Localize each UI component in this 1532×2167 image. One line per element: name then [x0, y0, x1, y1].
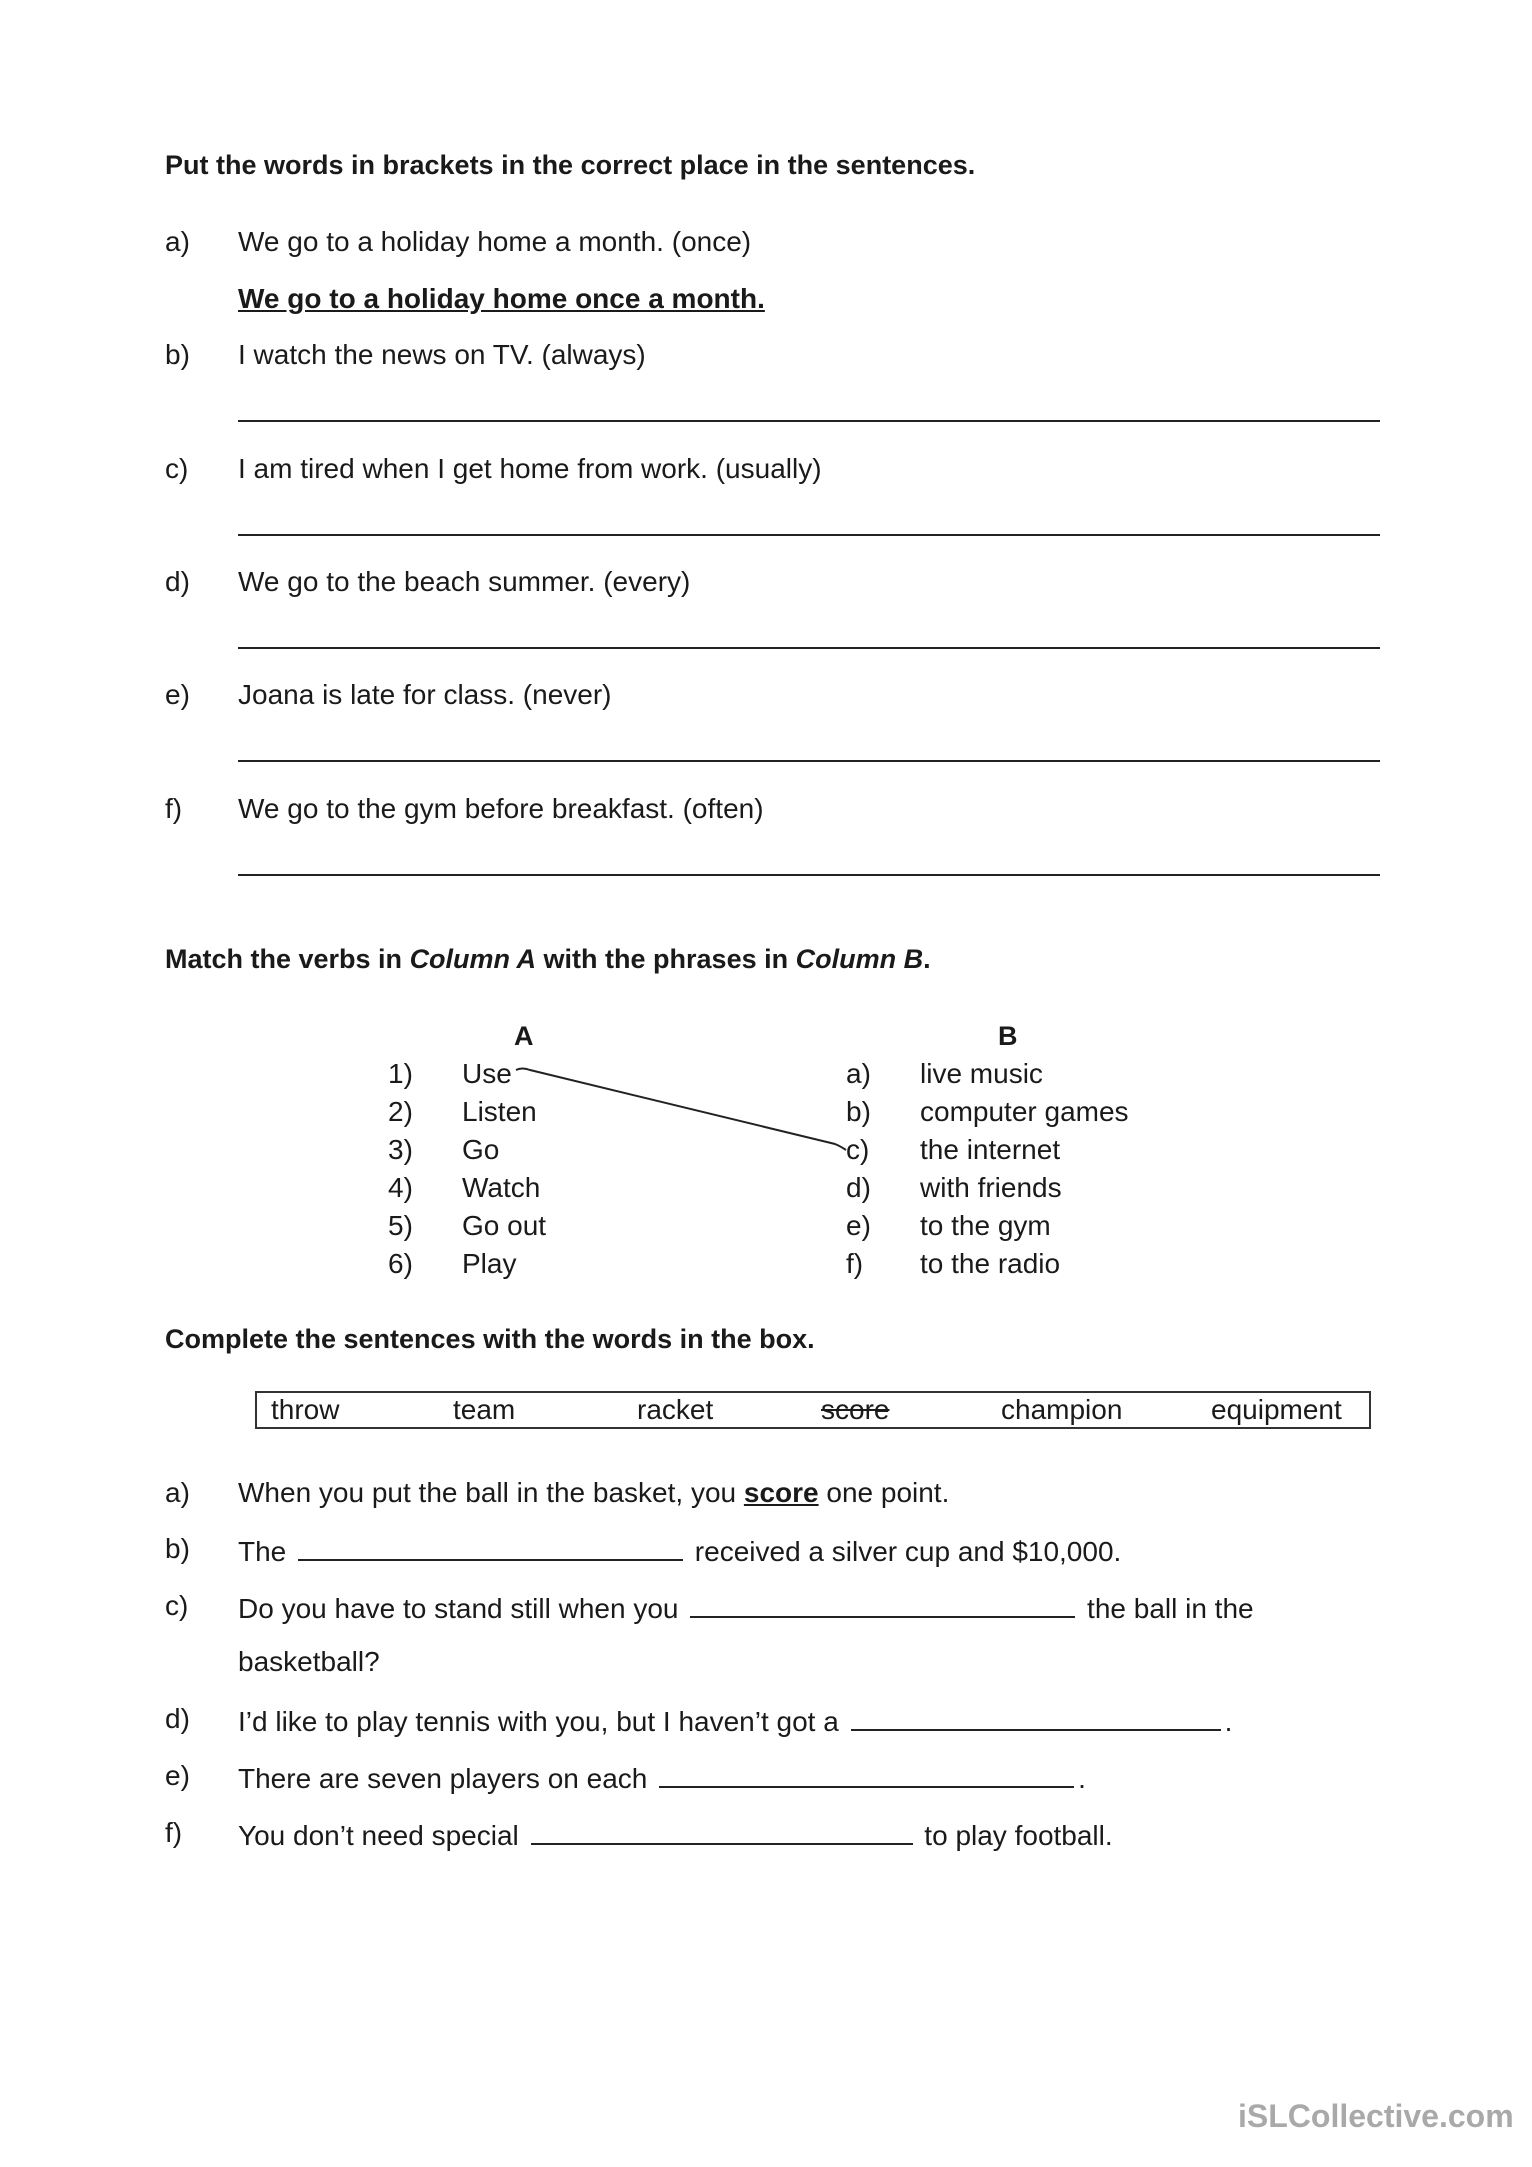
ex3-item-c-pre: Do you have to stand still when you: [238, 1593, 687, 1624]
ex1-item-a-letter: a): [165, 226, 190, 257]
col-a-item-1: Use: [462, 1058, 512, 1089]
ex3-item-c-text: [238, 1590, 1254, 1625]
ex3-item-b-post: received a silver cup and $10,000.: [687, 1536, 1122, 1567]
ex3-item-c-letter: c): [165, 1590, 189, 1621]
ex3-item-e-text: [238, 1760, 1086, 1795]
col-a-item-6: Play: [462, 1248, 517, 1279]
col-b-item-d: with friends: [920, 1172, 1062, 1203]
ex3-item-d-pre: I’d like to play tennis with you, but I haven’t got a: [238, 1706, 847, 1737]
ex3-item-e-post: .: [1078, 1763, 1086, 1794]
ex3-item-e-blank[interactable]: [659, 1760, 1074, 1788]
ex3-item-f-pre: You don’t need special: [238, 1820, 527, 1851]
ex2-instruction-col-b: Column B: [795, 944, 924, 974]
box-word-champion: champion: [1001, 1394, 1123, 1425]
ex3-item-d-blank[interactable]: [851, 1703, 1221, 1731]
ex1-item-f-letter: f): [165, 793, 183, 824]
ex3-item-c-blank[interactable]: [690, 1590, 1075, 1618]
col-b-item-f: to the radio: [920, 1248, 1061, 1279]
col-a-item-2: Listen: [462, 1096, 537, 1127]
match-line-use-internet: [516, 1069, 846, 1151]
box-word-throw: throw: [271, 1394, 340, 1425]
ex1-item-e-text: Joana is late for class. (never): [238, 679, 612, 710]
col-b-letter-d: d): [846, 1172, 871, 1203]
ex3-item-f-post: to play football.: [916, 1820, 1113, 1851]
ex3-item-b-blank[interactable]: [298, 1533, 683, 1561]
ex1-item-c-text: I am tired when I get home from work. (usually): [238, 453, 822, 484]
word-box: [255, 1391, 1371, 1429]
watermark: iSLCollective.com: [1238, 2098, 1514, 2134]
ex3-item-f-text: [238, 1817, 1113, 1852]
col-b-item-a: live music: [920, 1058, 1043, 1089]
ex1-item-e-letter: e): [165, 679, 190, 710]
ex3-item-a-answer: score: [743, 1477, 819, 1508]
col-b-item-e: to the gym: [920, 1210, 1051, 1241]
box-word-equipment: equipment: [1211, 1394, 1342, 1425]
ex1-item-f-text: We go to the gym before breakfast. (often): [238, 793, 764, 824]
ex3-item-a-post: one point.: [818, 1477, 950, 1508]
ex3-item-a-text: [238, 1477, 949, 1509]
ex3-item-f-letter: f): [165, 1817, 183, 1848]
ex2-instruction-mid: with the phrases in: [536, 944, 796, 974]
ex1-item-d-text: We go to the beach summer. (every): [238, 566, 691, 597]
ex3-item-a-pre: When you put the ball in the basket, you: [238, 1477, 744, 1508]
column-a-header: A: [514, 1021, 534, 1051]
col-a-item-5: Go out: [462, 1210, 547, 1241]
box-word-racket: racket: [637, 1394, 714, 1425]
ex2-instruction-pre: Match the verbs in: [165, 944, 410, 974]
col-a-num-3: 3): [388, 1134, 413, 1165]
ex1-item-b-letter: b): [165, 339, 190, 370]
col-a-item-3: Go: [462, 1134, 500, 1165]
ex3-item-a-letter: a): [165, 1477, 190, 1508]
ex3-item-b-text: [238, 1533, 1121, 1568]
col-a-num-2: 2): [388, 1096, 413, 1127]
ex3-item-d-letter: d): [165, 1703, 190, 1734]
ex1-item-d-letter: d): [165, 566, 190, 597]
ex2-instruction-col-a: Column A: [409, 944, 537, 974]
ex3-item-d-post: .: [1224, 1706, 1233, 1737]
ex3-item-c-line2: basketball?: [238, 1646, 380, 1677]
col-a-num-6: 6): [388, 1248, 413, 1279]
ex2-instruction-post: .: [923, 944, 931, 974]
ex3-item-e-pre: There are seven players on each: [238, 1763, 656, 1794]
ex3-item-d-text: [238, 1703, 1232, 1738]
box-word-score: score: [821, 1394, 890, 1425]
ex3-item-b-pre: The: [238, 1536, 295, 1567]
col-a-num-5: 5): [388, 1210, 413, 1241]
box-word-team: team: [453, 1394, 516, 1425]
ex1-item-b-text: I watch the news on TV. (always): [238, 339, 646, 370]
exercise3-instruction: Complete the sentences with the words in the box.: [165, 1324, 815, 1354]
exercise1-instruction: Put the words in brackets in the correct place in the sentences.: [165, 150, 976, 180]
ex3-item-c-post: the ball in the: [1079, 1593, 1254, 1624]
ex3-item-b-letter: b): [165, 1533, 190, 1564]
col-b-letter-f: f): [846, 1248, 864, 1279]
col-b-item-c: the internet: [920, 1134, 1061, 1165]
col-b-letter-e: e): [846, 1210, 871, 1241]
ex1-example-answer: We go to a holiday home once a month.: [238, 283, 765, 314]
col-a-num-1: 1): [388, 1058, 413, 1089]
col-a-item-4: Watch: [462, 1172, 541, 1203]
ex3-item-e-letter: e): [165, 1760, 190, 1791]
col-b-letter-a: a): [846, 1058, 871, 1089]
column-b-header: B: [998, 1021, 1018, 1051]
col-b-letter-c: c): [846, 1134, 870, 1165]
col-a-num-4: 4): [388, 1172, 413, 1203]
ex1-item-c-letter: c): [165, 453, 189, 484]
col-b-item-b: computer games: [920, 1096, 1129, 1127]
ex1-item-a-text: We go to a holiday home a month. (once): [238, 226, 752, 257]
col-b-letter-b: b): [846, 1096, 871, 1127]
ex3-item-f-blank[interactable]: [531, 1817, 913, 1845]
